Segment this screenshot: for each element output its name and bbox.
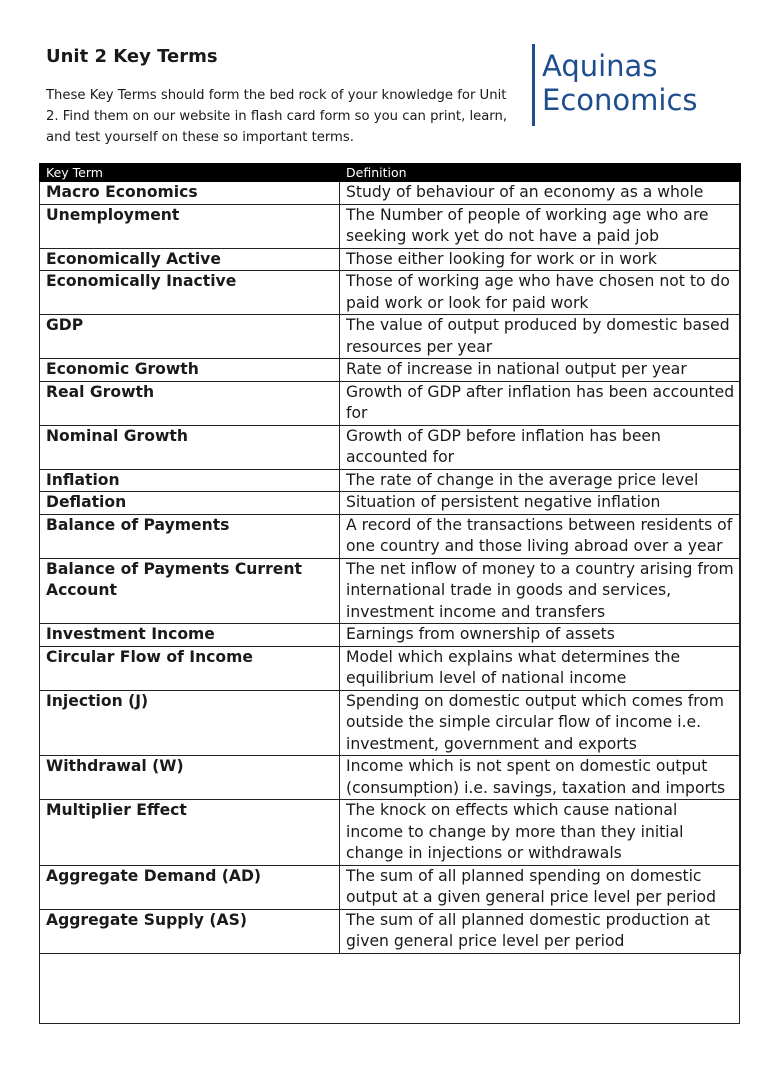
table-row — [40, 690, 741, 756]
definition-cell: Model which explains what determines the equilibrium level of national income — [340, 646, 741, 690]
header-definition: Definition — [340, 164, 741, 182]
table-row — [40, 204, 741, 248]
definition-cell: Growth of GDP after inflation has been accounted for — [340, 381, 741, 425]
key-terms-table-frame — [39, 163, 740, 1024]
definition-cell: A record of the transactions between residents of one country and those living abroad over a year — [340, 514, 741, 558]
header-key-term: Key Term — [40, 164, 340, 182]
table-row — [40, 182, 741, 205]
term-cell: Macro Economics — [40, 182, 340, 205]
aquinas-economics-logo — [532, 44, 698, 128]
definition-cell: The sum of all planned domestic production at given general price level per period — [340, 909, 741, 953]
table-row — [40, 359, 741, 382]
definition-cell: The sum of all planned spending on domestic output at a given general price level per period — [340, 865, 741, 909]
term-cell: Real Growth — [40, 381, 340, 425]
term-cell: Economically Inactive — [40, 271, 340, 315]
definition-cell: Situation of persistent negative inflation — [340, 492, 741, 515]
definition-cell: Those of working age who have chosen not to do paid work or look for paid work — [340, 271, 741, 315]
definition-cell: The Number of people of working age who are seeking work yet do not have a paid job — [340, 204, 741, 248]
definition-cell: Rate of increase in national output per year — [340, 359, 741, 382]
logo-line-1: Aquinas — [542, 49, 658, 83]
term-cell: Multiplier Effect — [40, 800, 340, 866]
term-cell: Economic Growth — [40, 359, 340, 382]
term-cell: Economically Active — [40, 248, 340, 271]
definition-cell: The net inflow of money to a country arising from international trade in goods and services, investment income and transfers — [340, 558, 741, 624]
table-row — [40, 469, 741, 492]
definition-cell: The rate of change in the average price level — [340, 469, 741, 492]
logo-text — [542, 49, 698, 128]
table-row — [40, 865, 741, 909]
term-cell: Deflation — [40, 492, 340, 515]
definition-cell: Spending on domestic output which comes from outside the simple circular flow of income i.e. investment, government and exports — [340, 690, 741, 756]
table-row — [40, 624, 741, 647]
table-row — [40, 271, 741, 315]
definition-cell: Income which is not spent on domestic output (consumption) i.e. savings, taxation and imports — [340, 756, 741, 800]
table-row — [40, 248, 741, 271]
table-row — [40, 514, 741, 558]
table-row — [40, 646, 741, 690]
table-row — [40, 909, 741, 953]
term-cell: Nominal Growth — [40, 425, 340, 469]
table-row — [40, 425, 741, 469]
definition-cell: Those either looking for work or in work — [340, 248, 741, 271]
page-title: Unit 2 Key Terms — [46, 46, 218, 67]
term-cell: Unemployment — [40, 204, 340, 248]
term-cell: Circular Flow of Income — [40, 646, 340, 690]
term-cell: Inflation — [40, 469, 340, 492]
table-row — [40, 492, 741, 515]
logo-line-2: Economics — [542, 83, 698, 117]
term-cell: Aggregate Supply (AS) — [40, 909, 340, 953]
term-cell: Injection (J) — [40, 690, 340, 756]
table-row — [40, 381, 741, 425]
table-row — [40, 756, 741, 800]
definition-cell: The knock on effects which cause national income to change by more than they initial change in injections or withdrawals — [340, 800, 741, 866]
term-cell: Withdrawal (W) — [40, 756, 340, 800]
key-terms-table — [39, 163, 741, 954]
table-row — [40, 800, 741, 866]
definition-cell: Earnings from ownership of assets — [340, 624, 741, 647]
intro-paragraph: These Key Terms should form the bed rock of your knowledge for Unit 2. Find them on our website in flash card form so you can print, learn, and test yourself on these so important terms. — [46, 88, 508, 145]
term-cell: Aggregate Demand (AD) — [40, 865, 340, 909]
term-cell: Balance of Payments — [40, 514, 340, 558]
definition-cell: Study of behaviour of an economy as a whole — [340, 182, 741, 205]
definition-cell: The value of output produced by domestic based resources per year — [340, 315, 741, 359]
term-cell: GDP — [40, 315, 340, 359]
definition-cell: Growth of GDP before inflation has been accounted for — [340, 425, 741, 469]
table-row — [40, 315, 741, 359]
table-row — [40, 558, 741, 624]
term-cell: Balance of Payments Current Account — [40, 558, 340, 624]
term-cell: Investment Income — [40, 624, 340, 647]
logo-bar — [532, 44, 535, 126]
table-header-row — [40, 164, 741, 182]
